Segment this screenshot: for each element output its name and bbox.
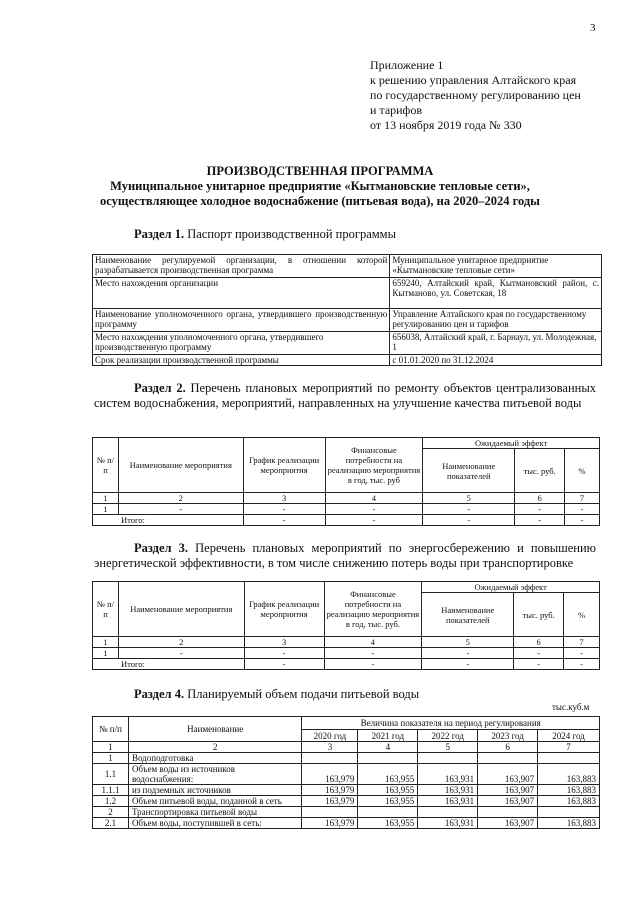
document-title xyxy=(60,164,580,209)
table-cell: 6 xyxy=(478,742,538,753)
table-cell: 2 xyxy=(118,637,244,648)
table-row xyxy=(93,637,600,648)
column-header: Финансовые потребности на реализацию мероприятия в год, тыс. руб. xyxy=(324,582,422,637)
table-cell: - xyxy=(564,648,600,659)
appendix-block xyxy=(370,58,581,133)
table-cell: с 01.01.2020 по 31.12.2024 xyxy=(390,355,602,366)
column-header: Финансовые потребности на реализацию мероприятия в год, тыс. руб xyxy=(325,438,423,493)
table-cell: 7 xyxy=(564,637,600,648)
table-row xyxy=(93,742,600,753)
table-cell: - xyxy=(422,648,514,659)
table-row xyxy=(93,278,602,309)
table-cell: 163,907 xyxy=(478,764,538,785)
column-header: График реализации мероприятия xyxy=(243,438,325,493)
column-header: % xyxy=(564,593,600,637)
table-cell: 163,907 xyxy=(478,796,538,807)
table-cell: - xyxy=(423,515,515,526)
table-row xyxy=(93,753,600,764)
table-cell xyxy=(418,753,478,764)
table-cell: 3 xyxy=(302,742,358,753)
table-cell xyxy=(358,807,418,818)
table-cell xyxy=(302,807,358,818)
column-header: Наименование показателей xyxy=(423,449,515,493)
water-supply-volume-table xyxy=(92,716,600,829)
table-cell: Транспортировка питьевой воды xyxy=(128,807,302,818)
table-row xyxy=(93,355,602,366)
column-header: тыс. руб. xyxy=(514,593,564,637)
table-cell xyxy=(538,753,600,764)
table-cell: - xyxy=(324,659,422,670)
table-cell: 1 xyxy=(93,742,129,753)
table-cell: 656038, Алтайский край, г. Барнаул, ул. Молодежная, 1 xyxy=(390,332,602,355)
table-cell: - xyxy=(325,504,423,515)
table-cell: 1 xyxy=(93,637,119,648)
table-row xyxy=(93,504,600,515)
table-cell: 7 xyxy=(538,742,600,753)
table-cell: - xyxy=(118,648,244,659)
appendix-line: Приложение 1 xyxy=(370,58,444,72)
title-line-2: Муниципальное унитарное предприятие «Кытмановские тепловые сети», xyxy=(110,179,530,193)
table-cell: Управление Алтайского края по государственному регулированию цен и тарифов xyxy=(390,309,602,332)
table-cell: 163,931 xyxy=(418,818,478,829)
table-cell: - xyxy=(515,504,565,515)
title-line-1: ПРОИЗВОДСТВЕННАЯ ПРОГРАММА xyxy=(206,164,434,178)
page-number: 3 xyxy=(590,22,596,34)
section1-heading xyxy=(134,227,396,242)
table-cell: - xyxy=(244,648,324,659)
table-cell xyxy=(302,753,358,764)
section4-heading xyxy=(134,687,419,702)
table-cell: 1 xyxy=(93,493,119,504)
table-cell: 163,883 xyxy=(538,818,600,829)
table-cell: 3 xyxy=(243,493,325,504)
table-cell: Место нахождения уполномоченного органа, утвердившего производственную программу xyxy=(93,332,390,355)
table-cell: 1.1 xyxy=(93,764,129,785)
table-cell: 1.1.1 xyxy=(93,785,129,796)
table-cell: Итого: xyxy=(93,659,245,670)
column-header: Величина показателя на период регулирования xyxy=(302,717,600,730)
table-cell: 163,931 xyxy=(418,785,478,796)
table-cell: 163,931 xyxy=(418,764,478,785)
table-cell: 6 xyxy=(515,493,565,504)
table-row xyxy=(93,818,600,829)
table-total-row xyxy=(93,659,600,670)
repair-measures-table xyxy=(92,437,600,526)
table-cell: 163,979 xyxy=(302,818,358,829)
table-row xyxy=(93,796,600,807)
title-line-3: осуществляющее холодное водоснабжение (питьевая вода), на 2020–2024 годы xyxy=(100,194,540,208)
section2-heading xyxy=(94,381,596,411)
section4-label: Раздел 4. xyxy=(134,687,185,701)
column-header: № п/п xyxy=(93,717,129,742)
table-cell: 1 xyxy=(93,753,129,764)
table-cell: 4 xyxy=(325,493,423,504)
column-header: Наименование показателей xyxy=(422,593,514,637)
column-header: Наименование xyxy=(128,717,302,742)
table-header-row xyxy=(93,582,600,593)
table-cell: - xyxy=(243,515,325,526)
column-header: № п/п xyxy=(93,438,119,493)
table-cell: 163,979 xyxy=(302,764,358,785)
table-cell xyxy=(478,807,538,818)
table-cell: 163,979 xyxy=(302,785,358,796)
table-cell: - xyxy=(565,504,600,515)
table-cell: 4 xyxy=(358,742,418,753)
table-cell: 163,955 xyxy=(358,764,418,785)
table-cell: 5 xyxy=(418,742,478,753)
table-row xyxy=(93,493,600,504)
table-cell xyxy=(478,753,538,764)
column-header: 2024 год xyxy=(538,730,600,742)
table-cell: - xyxy=(325,515,423,526)
table-cell: 1 xyxy=(93,504,119,515)
section2-label: Раздел 2. xyxy=(134,381,186,395)
table-cell: Муниципальное унитарное предприятие «Кытмановские тепловые сети» xyxy=(390,255,602,278)
table-cell: - xyxy=(423,504,515,515)
table-cell: 2.1 xyxy=(93,818,129,829)
table-row xyxy=(93,309,602,332)
appendix-line: к решению управления Алтайского края xyxy=(370,73,577,87)
table-cell: - xyxy=(244,659,324,670)
table-cell: 163,883 xyxy=(538,785,600,796)
section2-title: Перечень плановых мероприятий по ремонту объектов централизованных систем водоснабжения, мероприятий, направленных на улучшение качества питьевой воды xyxy=(94,381,596,410)
table-cell xyxy=(538,807,600,818)
column-header: Наименование мероприятия xyxy=(118,582,244,637)
column-header: № п/п xyxy=(93,582,119,637)
table-row xyxy=(93,332,602,355)
table-cell: Итого: xyxy=(93,515,244,526)
section1-label: Раздел 1. xyxy=(134,227,185,241)
section4-title: Планируемый объем подачи питьевой воды xyxy=(187,687,420,701)
appendix-line: по государственному регулированию цен xyxy=(370,88,581,102)
table-cell: - xyxy=(514,659,564,670)
table-cell: Объем питьевой воды, поданной в сеть xyxy=(128,796,302,807)
column-header: % xyxy=(565,449,600,493)
table-cell: 163,955 xyxy=(358,785,418,796)
table-cell: 163,931 xyxy=(418,796,478,807)
column-header: График реализации мероприятия xyxy=(244,582,324,637)
table-cell: 163,979 xyxy=(302,796,358,807)
table-cell: - xyxy=(324,648,422,659)
table-row xyxy=(93,255,602,278)
table-cell: 163,883 xyxy=(538,796,600,807)
table-cell: 163,955 xyxy=(358,818,418,829)
table-cell: 1.2 xyxy=(93,796,129,807)
table-cell xyxy=(358,753,418,764)
column-header: Ожидаемый эффект xyxy=(423,438,600,449)
table-cell: Водоподготовка xyxy=(128,753,302,764)
table-cell: 2 xyxy=(128,742,302,753)
table-cell: Объем воды, поступившей в сеть: xyxy=(128,818,302,829)
column-header: 2022 год xyxy=(418,730,478,742)
table-cell: 5 xyxy=(423,493,515,504)
table-cell: 3 xyxy=(244,637,324,648)
unit-label: тыс.куб.м xyxy=(552,702,590,712)
table-cell: 2 xyxy=(118,493,243,504)
column-header: тыс. руб. xyxy=(515,449,565,493)
table-row xyxy=(93,648,600,659)
table-cell: 5 xyxy=(422,637,514,648)
table-cell: - xyxy=(118,504,243,515)
table-cell: Объем воды из источников водоснабжения: xyxy=(128,764,302,785)
table-row xyxy=(93,764,600,785)
table-cell: Наименование уполномоченного органа, утвердившего производственную программу xyxy=(93,309,390,332)
section3-heading xyxy=(94,541,596,571)
appendix-line: и тарифов xyxy=(370,103,423,117)
table-cell: Наименование регулируемой организации, в отношении которой разрабатывается производственная программа xyxy=(93,255,390,278)
table-cell: 4 xyxy=(324,637,422,648)
table-row xyxy=(93,785,600,796)
table-cell: 7 xyxy=(565,493,600,504)
table-cell: 1 xyxy=(93,648,119,659)
table-cell: 163,955 xyxy=(358,796,418,807)
passport-table xyxy=(92,254,602,366)
table-header-row xyxy=(93,438,600,449)
section1-title: Паспорт производственной программы xyxy=(187,227,396,241)
column-header: Наименование мероприятия xyxy=(118,438,243,493)
table-cell: 2 xyxy=(93,807,129,818)
column-header: 2023 год xyxy=(478,730,538,742)
table-cell: - xyxy=(565,515,600,526)
table-cell: Место нахождения организации xyxy=(93,278,390,309)
table-cell: 6 xyxy=(514,637,564,648)
table-cell: - xyxy=(243,504,325,515)
table-cell: - xyxy=(564,659,600,670)
table-cell: 163,907 xyxy=(478,818,538,829)
column-header: 2021 год xyxy=(358,730,418,742)
table-cell: - xyxy=(422,659,514,670)
table-cell: - xyxy=(515,515,565,526)
section3-label: Раздел 3. xyxy=(134,541,189,555)
table-total-row xyxy=(93,515,600,526)
energy-saving-table xyxy=(92,581,600,670)
table-cell: из подземных источников xyxy=(128,785,302,796)
table-cell: 163,883 xyxy=(538,764,600,785)
column-header: 2020 год xyxy=(302,730,358,742)
appendix-line: от 13 ноября 2019 года № 330 xyxy=(370,118,522,132)
section3-title: Перечень плановых мероприятий по энергосбережению и повышению энергетической эффективности, в том числе снижению потерь воды при транспортировке xyxy=(94,541,597,570)
table-row xyxy=(93,807,600,818)
table-cell: Срок реализации производственной программы xyxy=(93,355,390,366)
table-cell: - xyxy=(514,648,564,659)
table-cell xyxy=(418,807,478,818)
table-cell: 163,907 xyxy=(478,785,538,796)
column-header: Ожидаемый эффект xyxy=(422,582,600,593)
table-cell: 659240, Алтайский край, Кытмановский район, с. Кытманово, ул. Советская, 18 xyxy=(390,278,602,309)
table-header-row xyxy=(93,717,600,730)
